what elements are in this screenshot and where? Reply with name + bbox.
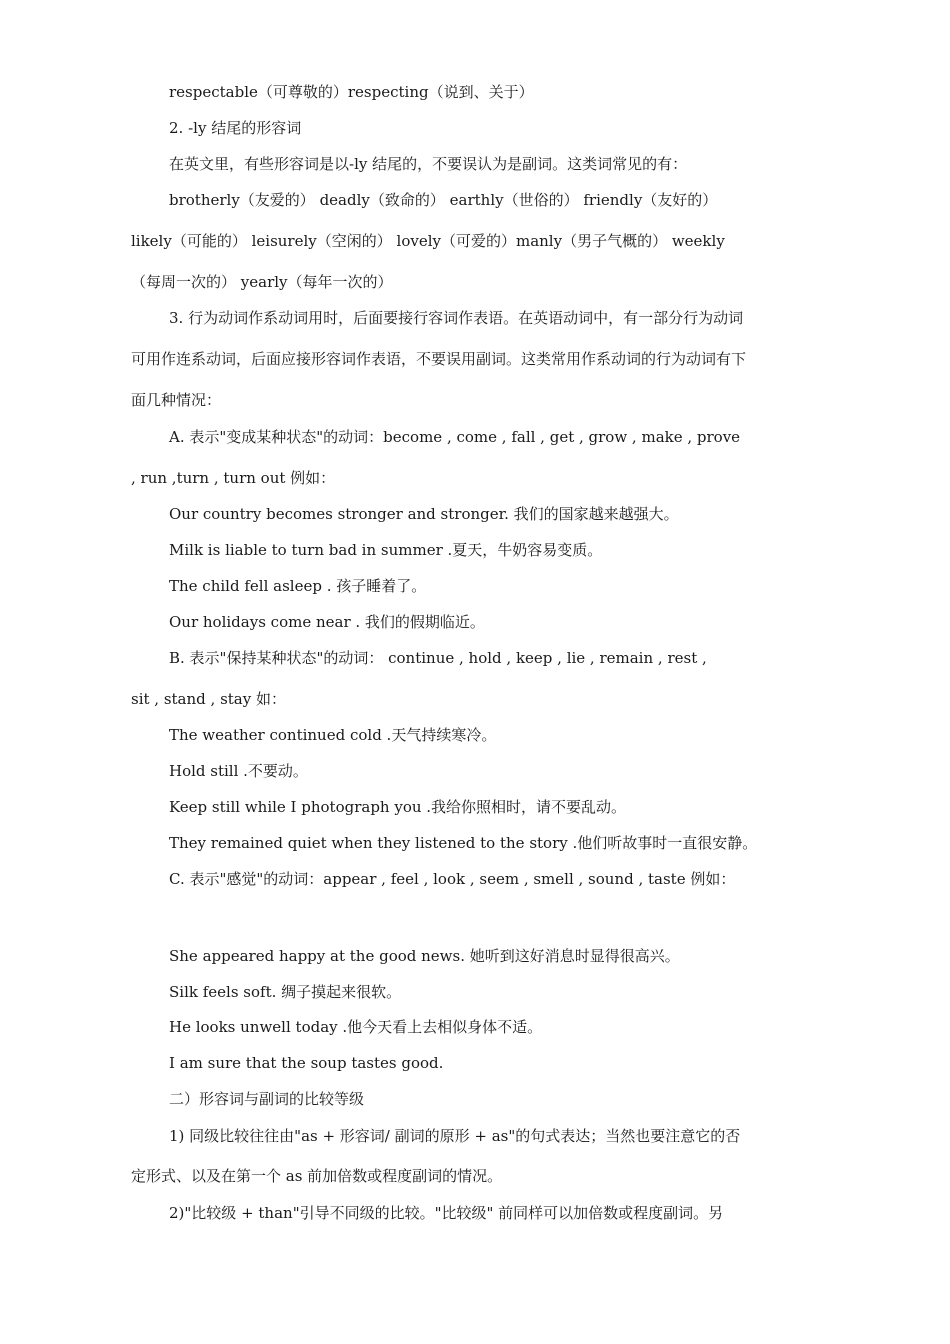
text-line: likely（可能的） leisurely（空闲的） lovely（可爱的）manly（男子气概的） weekly — [131, 232, 725, 250]
example-sentence: He looks unwell today .他今天看上去相似身体不适。 — [169, 1018, 543, 1036]
example-sentence: The weather continued cold .天气持续寒冷。 — [169, 726, 497, 744]
text-line: C. 表示"感觉"的动词：appear , feel , look , seem , smell , sound , taste 例如： — [169, 870, 736, 888]
text-line: （每周一次的） yearly（每年一次的） — [131, 273, 393, 291]
example-sentence: Our country becomes stronger and stronger. 我们的国家越来越强大。 — [169, 505, 679, 523]
section-heading: 3. 行为动词作系动词用时，后面要接行容词作表语。在英语动词中，有一部分行为动词 — [169, 309, 744, 327]
text-line: brotherly（友爱的） deadly（致命的） earthly（世俗的） friendly（友好的） — [169, 191, 718, 209]
text-line: respectable（可尊敬的）respecting（说到、关于） — [169, 83, 534, 101]
text-line: 可用作连系动词，后面应接形容词作表语，不要误用副词。这类常用作系动词的行为动词有下 — [131, 350, 747, 368]
text-line: sit , stand , stay 如： — [131, 690, 286, 708]
example-sentence: Hold still .不要动。 — [169, 762, 308, 780]
example-sentence: Our holidays come near . 我们的假期临近。 — [169, 613, 485, 631]
section-heading: 二）形容词与副词的比较等级 — [169, 1090, 365, 1108]
example-sentence: Keep still while I photograph you .我给你照相时，请不要乱动。 — [169, 798, 627, 816]
text-line: A. 表示"变成某种状态"的动词：become , come , fall , get , grow , make , prove — [169, 428, 741, 446]
example-sentence: Milk is liable to turn bad in summer .夏天，牛奶容易变质。 — [169, 541, 603, 559]
example-sentence: Silk feels soft. 绸子摸起来很软。 — [169, 983, 402, 1001]
text-line: 1) 同级比较往往由"as + 形容词/ 副词的原形 + as"的句式表达；当然也要注意它的否 — [169, 1127, 741, 1145]
text-line: 2)"比较级 + than"引导不同级的比较。"比较级" 前同样可以加倍数或程度副词。另 — [169, 1204, 724, 1222]
example-sentence: The child fell asleep . 孩子睡着了。 — [169, 577, 427, 595]
text-line: 面几种情况： — [131, 391, 222, 409]
text-line: 定形式、以及在第一个 as 前加倍数或程度副词的情况。 — [131, 1167, 503, 1185]
example-sentence: I am sure that the soup tastes good. — [169, 1054, 444, 1072]
section-heading: 2. -ly 结尾的形容词 — [169, 119, 302, 137]
example-sentence: They remained quiet when they listened to the story .他们听故事时一直很安静。 — [169, 834, 758, 852]
text-line: B. 表示"保持某种状态"的动词： continue , hold , keep , lie , remain , rest , — [169, 649, 707, 667]
text-line: 在英文里，有些形容词是以-ly 结尾的，不要误认为是副词。这类词常见的有： — [169, 155, 688, 173]
example-sentence: She appeared happy at the good news. 她听到这好消息时显得很高兴。 — [169, 947, 680, 965]
text-line: , run ,turn , turn out 例如： — [131, 469, 336, 487]
